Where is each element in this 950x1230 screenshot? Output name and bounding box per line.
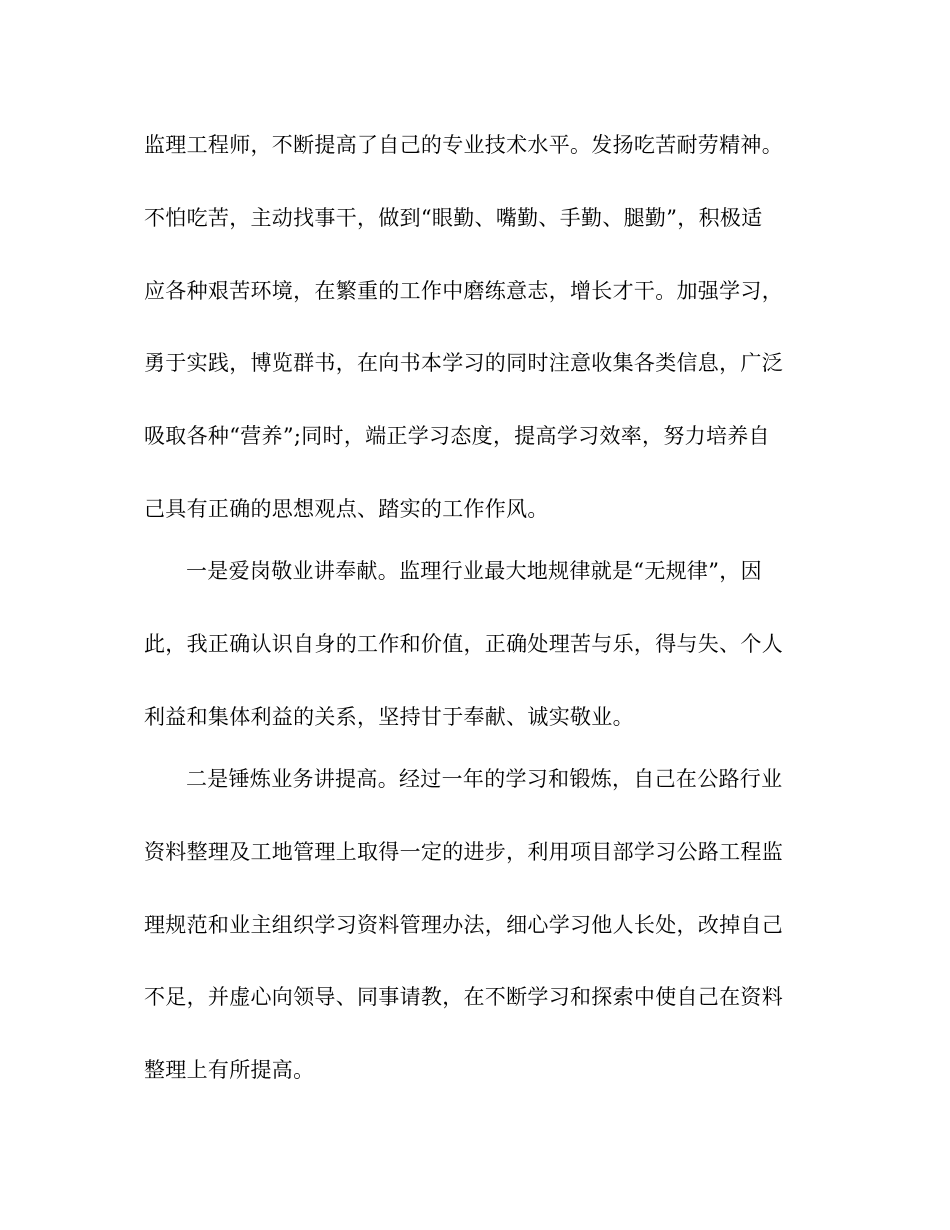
paragraph-2-line-1: 一是爱岗敬业讲奉献。监理行业最大地规律就是“无规律”，因 <box>186 559 762 583</box>
paragraph-2-line-3: 利益和集体利益的关系，坚持甘于奉献、诚实敬业。 <box>144 705 634 729</box>
paragraph-3-line-2: 资料整理及工地管理上取得一定的进步，利用项目部学习公路工程监 <box>144 840 783 864</box>
paragraph-3-line-3: 理规范和业主组织学习资料管理办法，细心学习他人长处，改掉自己 <box>144 913 783 937</box>
text-line-4: 勇于实践，博览群书，在向书本学习的同时注意收集各类信息，广泛 <box>144 351 783 375</box>
text-line-5: 吸取各种“营养”;同时，端正学习态度，提高学习效率，努力培养自 <box>144 424 770 448</box>
text-line-1: 监理工程师，不断提高了自己的专业技术水平。发扬吃苦耐劳精神。 <box>144 133 783 157</box>
text-line-2: 不怕吃苦，主动找事干，做到“眼勤、嘴勤、手勤、腿勤”，积极适 <box>144 206 763 230</box>
paragraph-3-line-5: 整理上有所提高。 <box>144 1058 315 1082</box>
paragraph-3-line-4: 不足，并虚心向领导、同事请教，在不断学习和探索中使自己在资料 <box>144 985 783 1009</box>
paragraph-3-line-1: 二是锤炼业务讲提高。经过一年的学习和锻炼，自己在公路行业 <box>186 767 783 791</box>
text-line-6: 己具有正确的思想观点、踏实的工作作风。 <box>144 497 549 521</box>
paragraph-2-line-2: 此，我正确认识自身的工作和价值，正确处理苦与乐，得与失、个人 <box>144 632 783 656</box>
text-line-3: 应各种艰苦环境，在繁重的工作中磨练意志，增长才干。加强学习， <box>144 279 783 303</box>
